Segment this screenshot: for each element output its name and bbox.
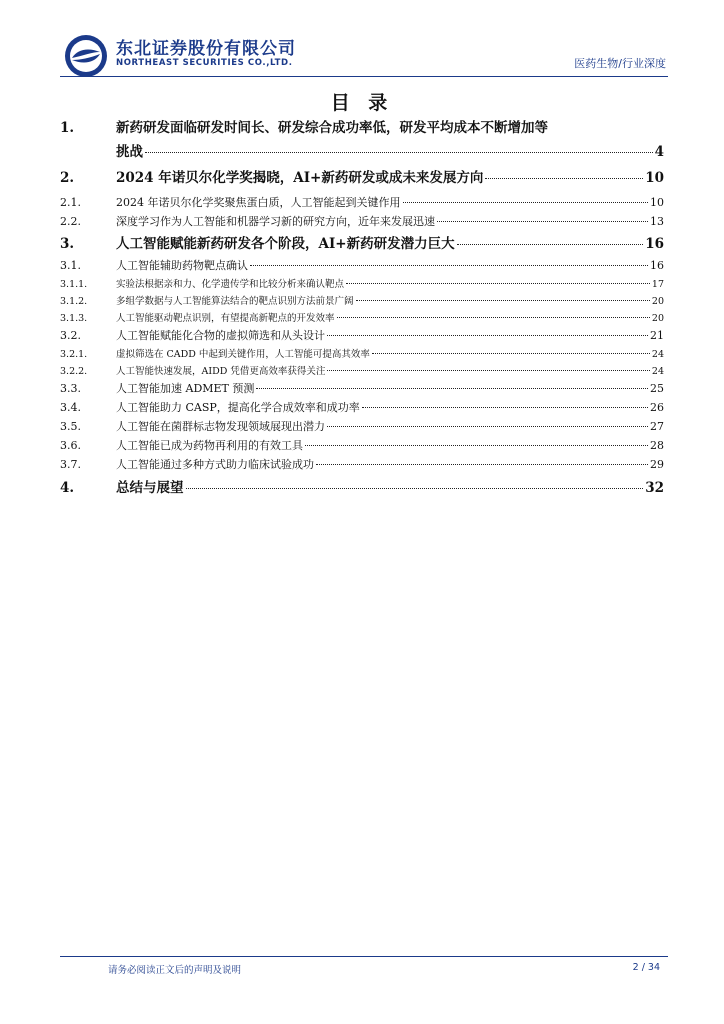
company-name-cn: 东北证券股份有限公司	[116, 39, 296, 59]
toc-page-number: 20	[651, 313, 664, 324]
toc-entry-number: 2.	[60, 170, 75, 186]
toc-page-number: 26	[650, 401, 664, 414]
toc-page-number: 21	[650, 329, 664, 342]
toc-page-number: 24	[651, 349, 664, 360]
toc-page-number: 25	[650, 382, 664, 395]
page-indicator: 2 / 34	[632, 962, 660, 973]
toc-page-number: 13	[650, 215, 664, 228]
toc-entry-number: 1.	[60, 120, 75, 136]
toc-entry-text: 2024 年诺贝尔化学奖揭晓，AI+新药研发或成未来发展方向	[116, 170, 484, 186]
toc-entry[interactable]	[60, 346, 664, 363]
toc-entry-text: 总结与展望	[116, 480, 184, 496]
toc-leader-dots	[337, 316, 650, 318]
toc-entry-text: 人工智能快速发展，AIDD 凭借更高效率获得关注	[116, 366, 326, 377]
toc-entry-number: 3.5.	[60, 420, 81, 433]
toc-entry-number: 3.1.	[60, 259, 81, 272]
toc-entry-number: 3.3.	[60, 382, 81, 395]
toc-page-number: 24	[651, 366, 664, 377]
toc-leader-dots	[327, 334, 648, 336]
company-logo-icon	[64, 34, 108, 78]
toc-entry[interactable]	[60, 276, 664, 293]
report-section-label: 医药生物/行业深度	[574, 57, 666, 70]
toc-page-number: 10	[645, 170, 664, 186]
toc-entry-number: 4.	[60, 480, 75, 496]
toc-page-number: 29	[650, 458, 664, 471]
toc-leader-dots	[250, 264, 648, 266]
toc-leader-dots	[437, 220, 648, 222]
toc-entry-text: 人工智能赋能化合物的虚拟筛选和从头设计	[116, 329, 325, 342]
toc-page-number: 16	[650, 259, 664, 272]
toc-entry[interactable]	[60, 327, 664, 346]
toc-leader-dots	[346, 282, 650, 284]
toc-page-number: 4	[654, 144, 664, 160]
toc-page-number: 27	[650, 420, 664, 433]
toc-entry-text: 2024 年诺贝尔化学奖聚焦蛋白质，人工智能起到关键作用	[116, 196, 401, 209]
toc-entry-text: 虚拟筛选在 CADD 中起到关键作用，人工智能可提高其效率	[116, 349, 370, 360]
toc-entry-text: 深度学习作为人工智能和机器学习新的研究方向，近年来发展迅速	[116, 215, 435, 228]
toc-entry[interactable]	[60, 293, 664, 310]
company-name-en: NORTHEAST SECURITIES CO.,LTD.	[116, 58, 293, 68]
toc-leader-dots	[362, 406, 648, 408]
toc-entry-text: 人工智能助力 CASP，提高化学合成效率和成功率	[116, 401, 360, 414]
table-of-contents	[60, 116, 664, 500]
toc-page-number: 16	[645, 236, 664, 252]
toc-entry[interactable]	[60, 257, 664, 276]
toc-entry-text: 人工智能驱动靶点识别，有望提高新靶点的开发效率	[116, 313, 335, 324]
toc-entry[interactable]	[60, 476, 664, 500]
toc-entry-number: 3.2.2.	[60, 366, 88, 377]
toc-entry[interactable]	[60, 213, 664, 232]
toc-entry[interactable]	[60, 399, 664, 418]
toc-entry-text: 人工智能在菌群标志物发现领域展现出潜力	[116, 420, 325, 433]
toc-entry-number: 3.1.3.	[60, 313, 88, 324]
toc-entry-number: 3.1.1.	[60, 279, 88, 290]
toc-entry-number: 3.1.2.	[60, 296, 88, 307]
toc-entry-text: 人工智能加速 ADMET 预测	[116, 382, 255, 395]
toc-leader-dots	[305, 444, 648, 446]
toc-leader-dots	[327, 425, 648, 427]
toc-entry-text: 新药研发面临研发时间长、研发综合成功率低，研发平均成本不断增加等	[116, 120, 548, 136]
toc-entry-continuation[interactable]	[60, 140, 664, 166]
toc-entry-number: 2.2.	[60, 215, 81, 228]
toc-entry-number: 3.4.	[60, 401, 81, 414]
toc-page-number: 20	[651, 296, 664, 307]
footer-disclaimer: 请务必阅读正文后的声明及说明	[108, 965, 242, 976]
toc-entry[interactable]	[60, 456, 664, 476]
toc-entry-number: 3.2.	[60, 329, 81, 342]
toc-entry-number: 2.1.	[60, 196, 81, 209]
toc-page-number: 32	[645, 480, 664, 496]
toc-entry-text: 人工智能赋能新药研发各个阶段，AI+新药研发潜力巨大	[116, 236, 455, 252]
toc-entry-number: 3.6.	[60, 439, 81, 452]
toc-entry[interactable]	[60, 437, 664, 456]
toc-leader-dots	[457, 243, 644, 245]
toc-entry-text: 人工智能已成为药物再利用的有效工具	[116, 439, 303, 452]
toc-entry[interactable]	[60, 232, 664, 257]
toc-entry[interactable]	[60, 166, 664, 194]
toc-entry[interactable]	[60, 116, 664, 140]
toc-entry[interactable]	[60, 363, 664, 380]
toc-entry[interactable]	[60, 380, 664, 399]
toc-entry[interactable]	[60, 418, 664, 437]
toc-page-number: 28	[650, 439, 664, 452]
toc-title: 目 录	[330, 92, 394, 114]
toc-entry-number: 3.	[60, 236, 75, 252]
toc-leader-dots	[485, 177, 643, 179]
toc-leader-dots	[256, 387, 648, 389]
toc-entry-text: 人工智能辅助药物靶点确认	[116, 259, 248, 272]
footer-divider	[60, 956, 668, 957]
header-divider	[60, 76, 668, 77]
toc-page-number: 10	[650, 196, 664, 209]
toc-page-number: 17	[651, 279, 664, 290]
toc-leader-dots	[372, 352, 650, 354]
toc-entry-text: 多组学数据与人工智能算法结合的靶点识别方法前景广阔	[116, 296, 354, 307]
toc-leader-dots	[403, 201, 649, 203]
toc-leader-dots	[145, 151, 653, 153]
toc-entry[interactable]	[60, 310, 664, 327]
toc-leader-dots	[316, 463, 648, 465]
toc-entry-text: 人工智能通过多种方式助力临床试验成功	[116, 458, 314, 471]
toc-leader-dots	[356, 299, 650, 301]
toc-entry-text: 实验法根据亲和力、化学遗传学和比较分析来确认靶点	[116, 279, 345, 290]
toc-leader-dots	[327, 369, 650, 371]
toc-entry-text-continued: 挑战	[116, 144, 143, 160]
toc-leader-dots	[186, 487, 644, 489]
toc-entry[interactable]	[60, 194, 664, 213]
toc-entry-number: 3.2.1.	[60, 349, 88, 360]
toc-entry-number: 3.7.	[60, 458, 81, 471]
page-header	[0, 0, 724, 80]
